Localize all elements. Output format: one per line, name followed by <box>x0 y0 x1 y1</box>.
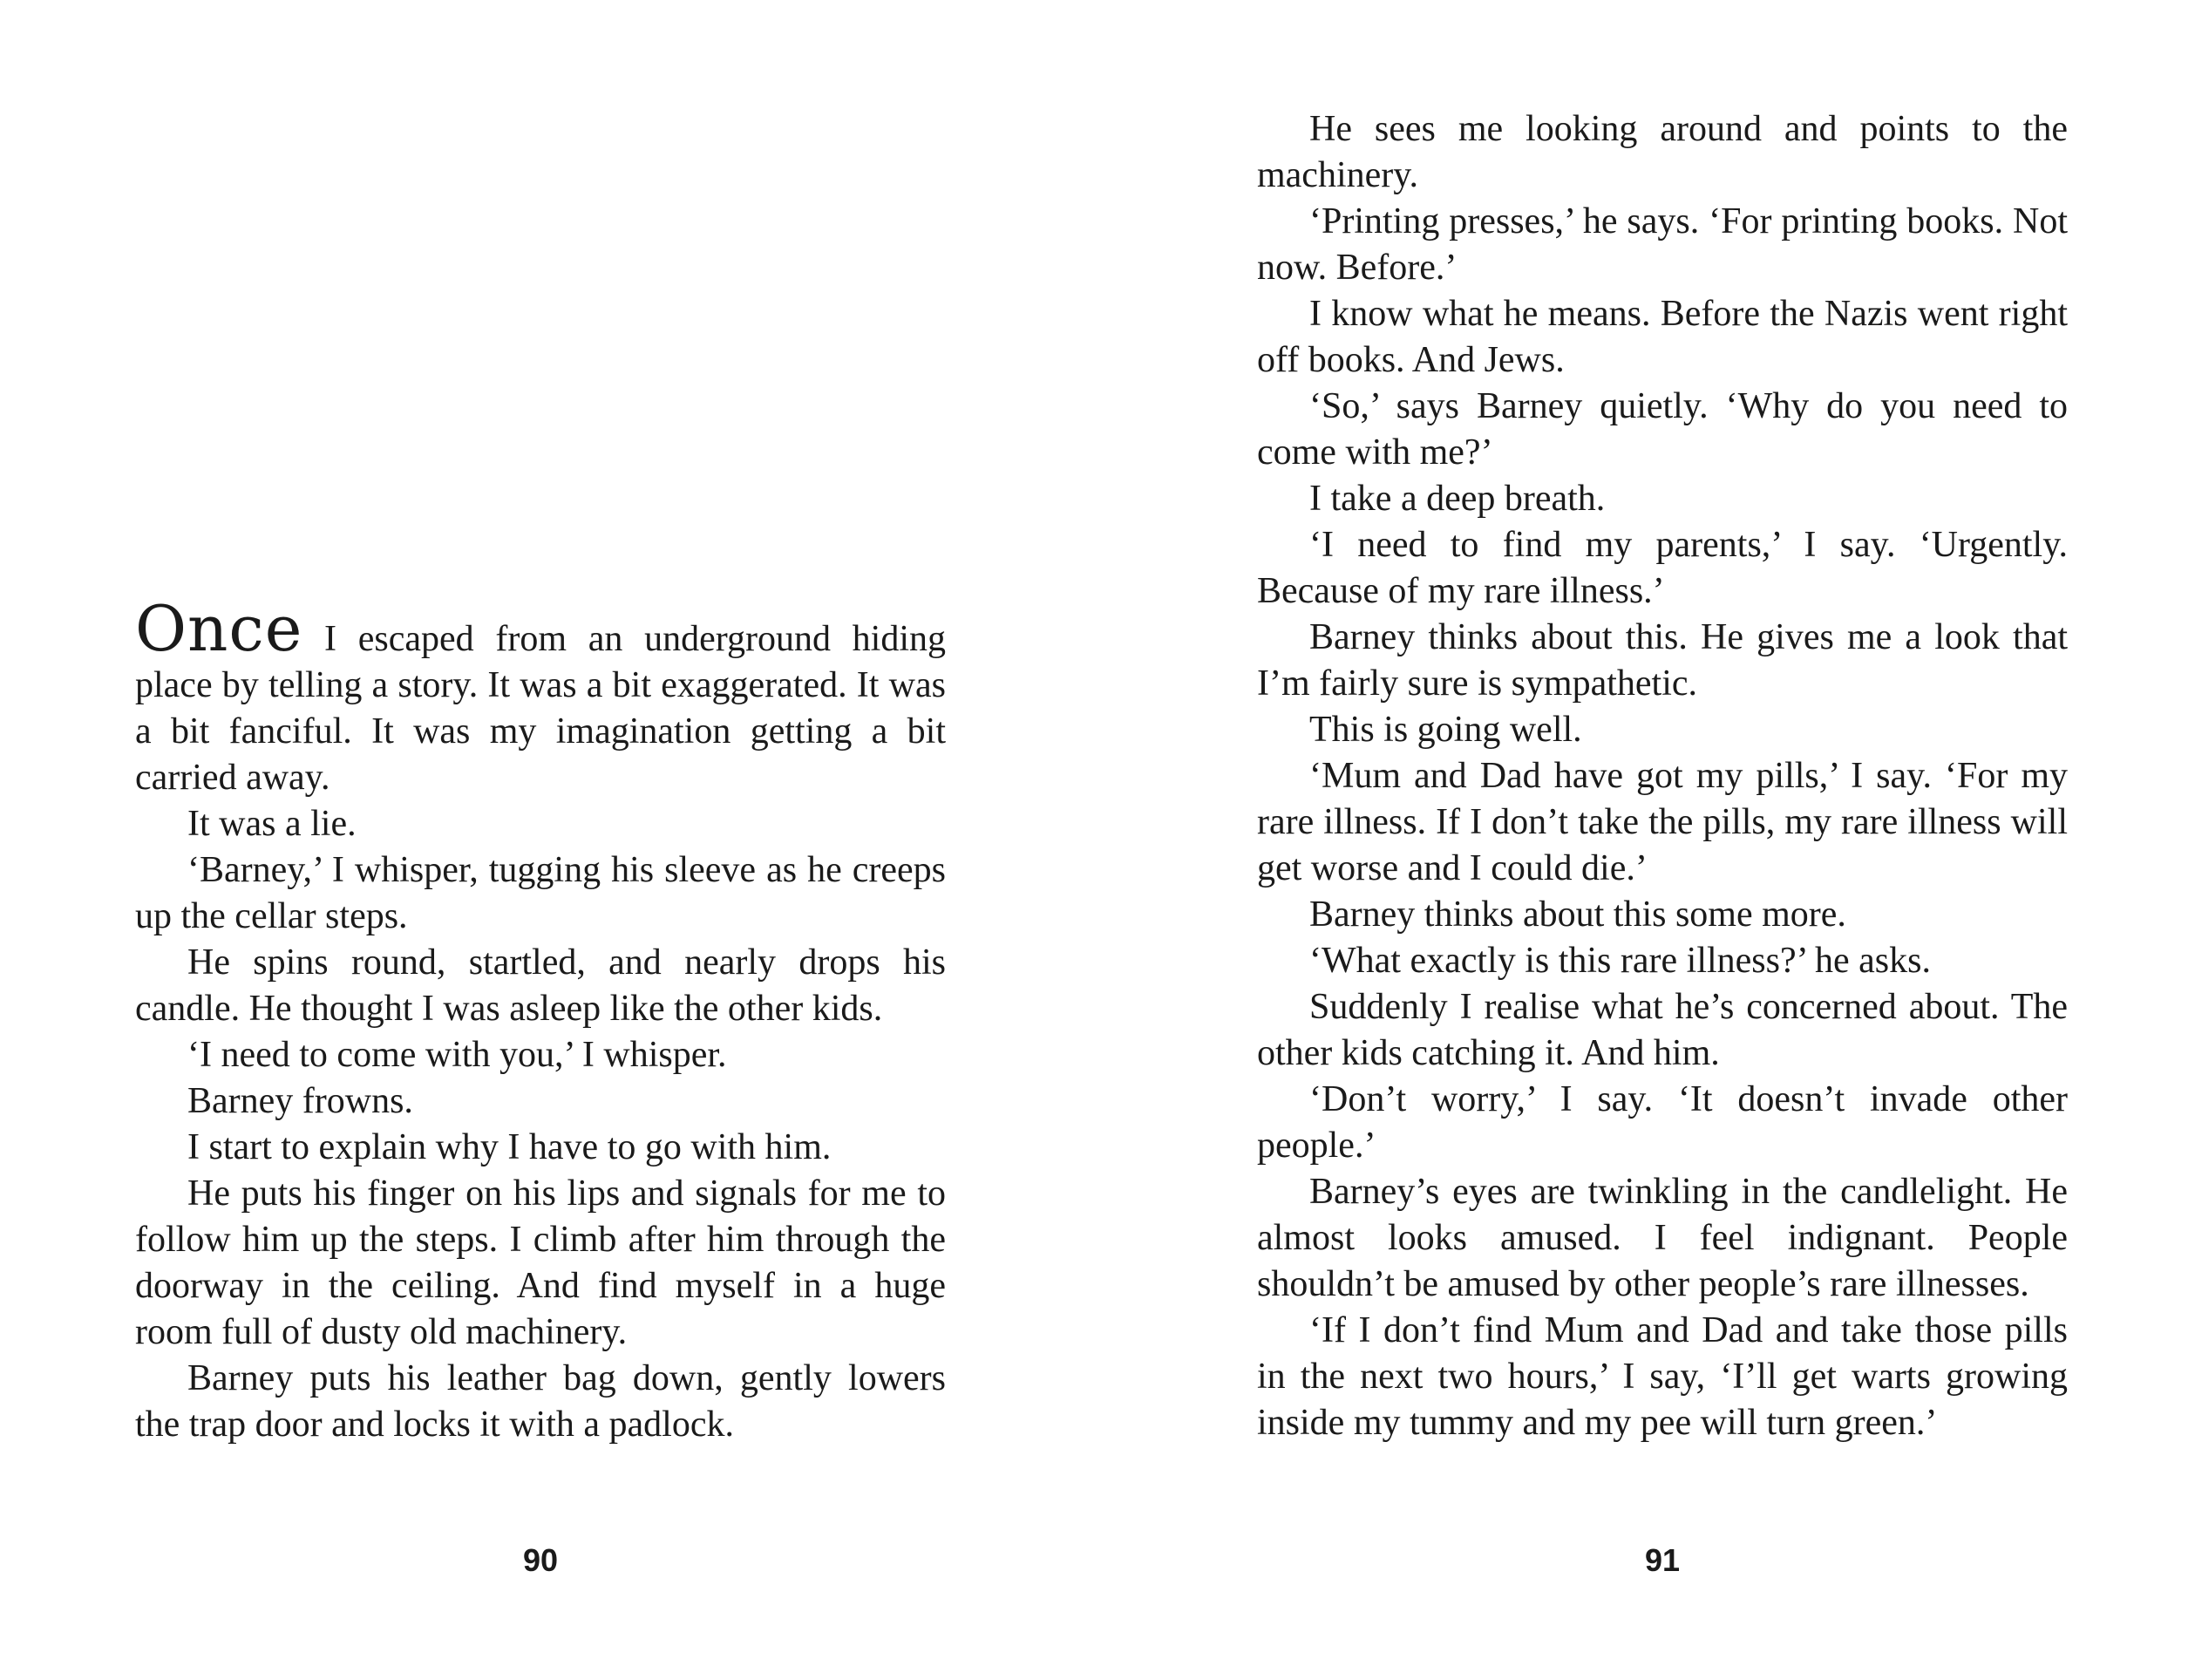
paragraph: ‘So,’ says Barney quietly. ‘Why do you need to come with me?’ <box>1257 386 2068 473</box>
paragraph: ‘Don’t worry,’ I say. ‘It doesn’t invade other people.’ <box>1257 1079 2068 1166</box>
paragraph: I start to explain why I have to go with him. <box>187 1127 832 1167</box>
paragraph: ‘Mum and Dad have got my pills,’ I say. ‘For my rare illness. If I don’t take the pills, my rare illness will get worse and I could die.’ <box>1257 756 2068 888</box>
right-page <box>1257 0 2068 1680</box>
paragraph: Suddenly I realise what he’s concerned about. The other kids catching it. And him. <box>1257 987 2068 1073</box>
right-page-text <box>1257 106 2068 1446</box>
paragraph: ‘Barney,’ I whisper, tugging his sleeve as he creeps up the cellar steps. <box>135 850 946 936</box>
opening-paragraph-text: I escaped from an underground hiding place by telling a story. It was a bit exaggerated. It was a bit fanciful. It was my imagination getting a bit carried away. <box>135 619 946 798</box>
paragraph: ‘I need to come with you,’ I whisper. <box>187 1035 727 1075</box>
paragraph: Barney’s eyes are twinkling in the candlelight. He almost looks amused. I feel indignant. People shouldn’t be amused by other people’s rare illnesses. <box>1257 1172 2068 1304</box>
paragraph: Barney thinks about this some more. <box>1309 894 1846 935</box>
left-page <box>135 0 946 1680</box>
paragraph: ‘I need to find my parents,’ I say. ‘Urgently. Because of my rare illness.’ <box>1257 525 2068 611</box>
paragraph: ‘What exactly is this rare illness?’ he asks. <box>1309 941 1931 981</box>
paragraph: He puts his finger on his lips and signals for me to follow him up the steps. I climb after him through the doorway in the ceiling. And find myself in a huge room full of dusty old machinery. <box>135 1173 946 1352</box>
paragraph: Barney thinks about this. He gives me a look that I’m fairly sure is sympathetic. <box>1257 617 2068 704</box>
left-page-text <box>135 592 946 1448</box>
paragraph: Barney frowns. <box>187 1081 413 1121</box>
opening-paragraph <box>135 592 946 801</box>
paragraph: He spins round, startled, and nearly drops his candle. He thought I was asleep like the other kids. <box>135 942 946 1029</box>
paragraph: He sees me looking around and points to the machinery. <box>1257 109 2068 195</box>
paragraph: ‘If I don’t find Mum and Dad and take those pills in the next two hours,’ I say, ‘I’ll get warts growing inside my tummy and my pee will turn green.’ <box>1257 1310 2068 1443</box>
paragraph: It was a lie. <box>187 804 357 844</box>
page-number-left: 90 <box>522 1542 559 1578</box>
paragraph: Barney puts his leather bag down, gently lowers the trap door and locks it with a padlock. <box>135 1358 946 1445</box>
paragraph: This is going well. <box>1309 710 1582 750</box>
paragraph: I take a deep breath. <box>1309 479 1606 519</box>
paragraph: I know what he means. Before the Nazis went right off books. And Jews. <box>1257 294 2068 380</box>
opening-word: Once <box>135 592 303 665</box>
page-number-right: 91 <box>1644 1542 1681 1578</box>
paragraph: ‘Printing presses,’ he says. ‘For printing books. Not now. Before.’ <box>1257 201 2068 288</box>
